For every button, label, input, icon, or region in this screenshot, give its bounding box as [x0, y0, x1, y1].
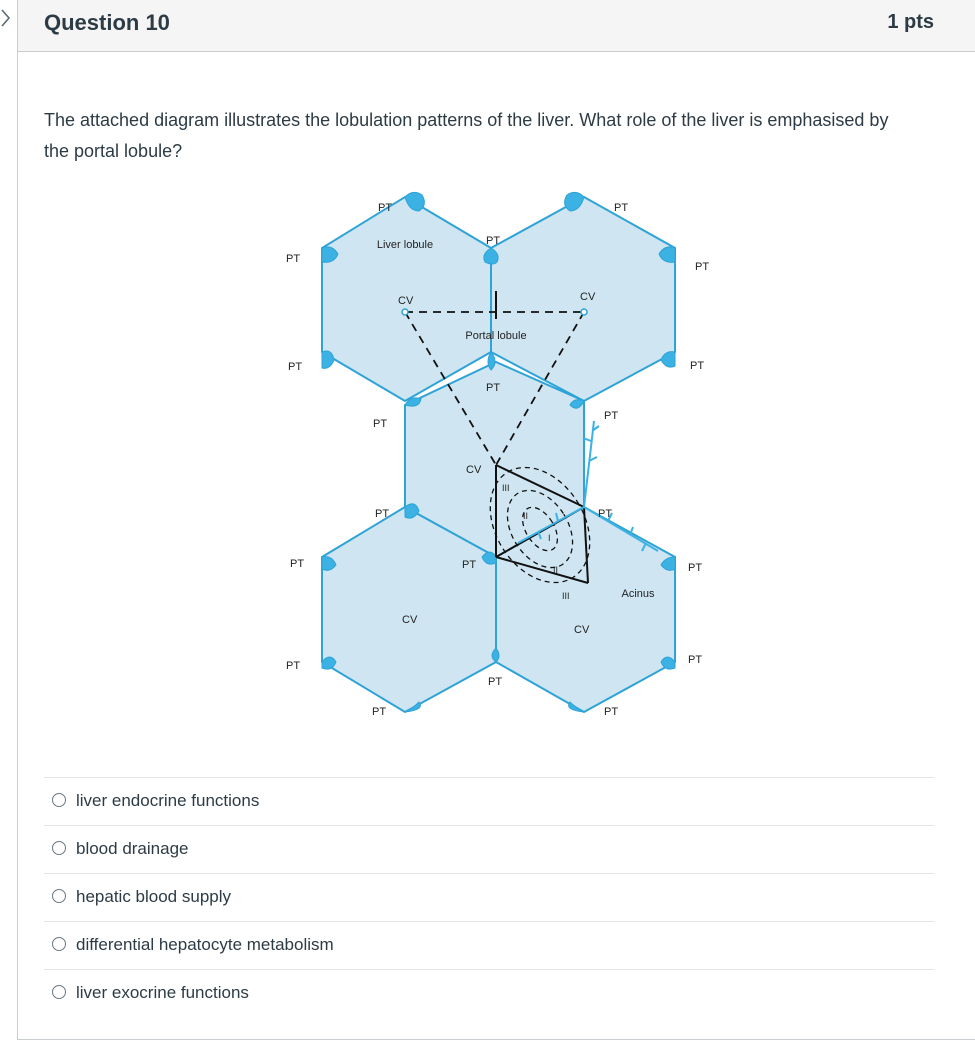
answer-option[interactable]: [44, 969, 934, 1017]
label-cv: CV: [398, 295, 414, 307]
radio-button[interactable]: [52, 985, 66, 999]
label-zone-2: II: [523, 511, 529, 521]
label-cv: CV: [574, 624, 590, 636]
answer-label[interactable]: differential hepatocyte metabolism: [76, 935, 334, 954]
label-pt: PT: [290, 558, 305, 570]
triad-icon: [322, 351, 334, 368]
label-cv: CV: [466, 464, 482, 476]
question-title: Question 10: [44, 10, 170, 35]
central-vein-icon: [402, 309, 408, 315]
label-pt: PT: [688, 562, 703, 574]
label-pt: PT: [375, 508, 390, 520]
label-pt: PT: [462, 559, 477, 571]
label-pt: PT: [690, 360, 705, 372]
answer-label[interactable]: hepatic blood supply: [76, 887, 232, 906]
answer-label[interactable]: liver endocrine functions: [76, 791, 260, 810]
question-header: [18, 0, 975, 52]
question-text: The attached diagram illustrates the lobulation patterns of the liver. What role of the liver is emphasised by the portal lobule?: [44, 110, 889, 161]
label-pt: PT: [614, 202, 629, 214]
label-zone-3: III: [502, 483, 510, 493]
label-pt: PT: [378, 202, 393, 214]
radio-button[interactable]: [52, 937, 66, 951]
label-pt: PT: [486, 382, 501, 394]
label-pt: PT: [604, 410, 619, 422]
label-zone-1: I: [548, 533, 551, 543]
label-pt: PT: [372, 706, 387, 718]
radio-button[interactable]: [52, 841, 66, 855]
question-points: 1 pts: [887, 11, 934, 33]
question-card: [17, 0, 975, 1040]
label-pt: PT: [598, 508, 613, 520]
label-pt: PT: [288, 361, 303, 373]
label-liver-lobule: Liver lobule: [376, 239, 434, 251]
label-pt: PT: [688, 654, 703, 666]
label-pt: PT: [488, 676, 503, 688]
central-vein-icon: [581, 309, 587, 315]
answer-list: [44, 777, 934, 1017]
label-zone-2: II: [553, 565, 559, 575]
label-pt: PT: [286, 253, 301, 265]
answer-option[interactable]: [44, 921, 934, 969]
label-pt: PT: [373, 418, 388, 430]
hexagon-lobules: [322, 197, 675, 712]
radio-button[interactable]: [52, 889, 66, 903]
label-pt: PT: [695, 261, 710, 273]
label-acinus: Acinus: [621, 588, 655, 600]
collapse-chevron-icon[interactable]: [0, 6, 14, 30]
label-cv: CV: [580, 291, 596, 303]
label-pt: PT: [604, 706, 619, 718]
answer-label[interactable]: liver exocrine functions: [76, 983, 249, 1002]
label-portal-lobule: Portal lobule: [465, 330, 527, 342]
radio-button[interactable]: [52, 793, 66, 807]
answer-option[interactable]: [44, 825, 934, 873]
label-pt: PT: [486, 235, 501, 247]
answer-option[interactable]: [44, 777, 934, 825]
answer-label[interactable]: blood drainage: [76, 839, 189, 858]
answer-option[interactable]: [44, 873, 934, 921]
label-cv: CV: [402, 614, 418, 626]
liver-lobulation-diagram: [258, 191, 738, 731]
label-zone-3: III: [562, 591, 570, 601]
label-pt: PT: [286, 660, 301, 672]
